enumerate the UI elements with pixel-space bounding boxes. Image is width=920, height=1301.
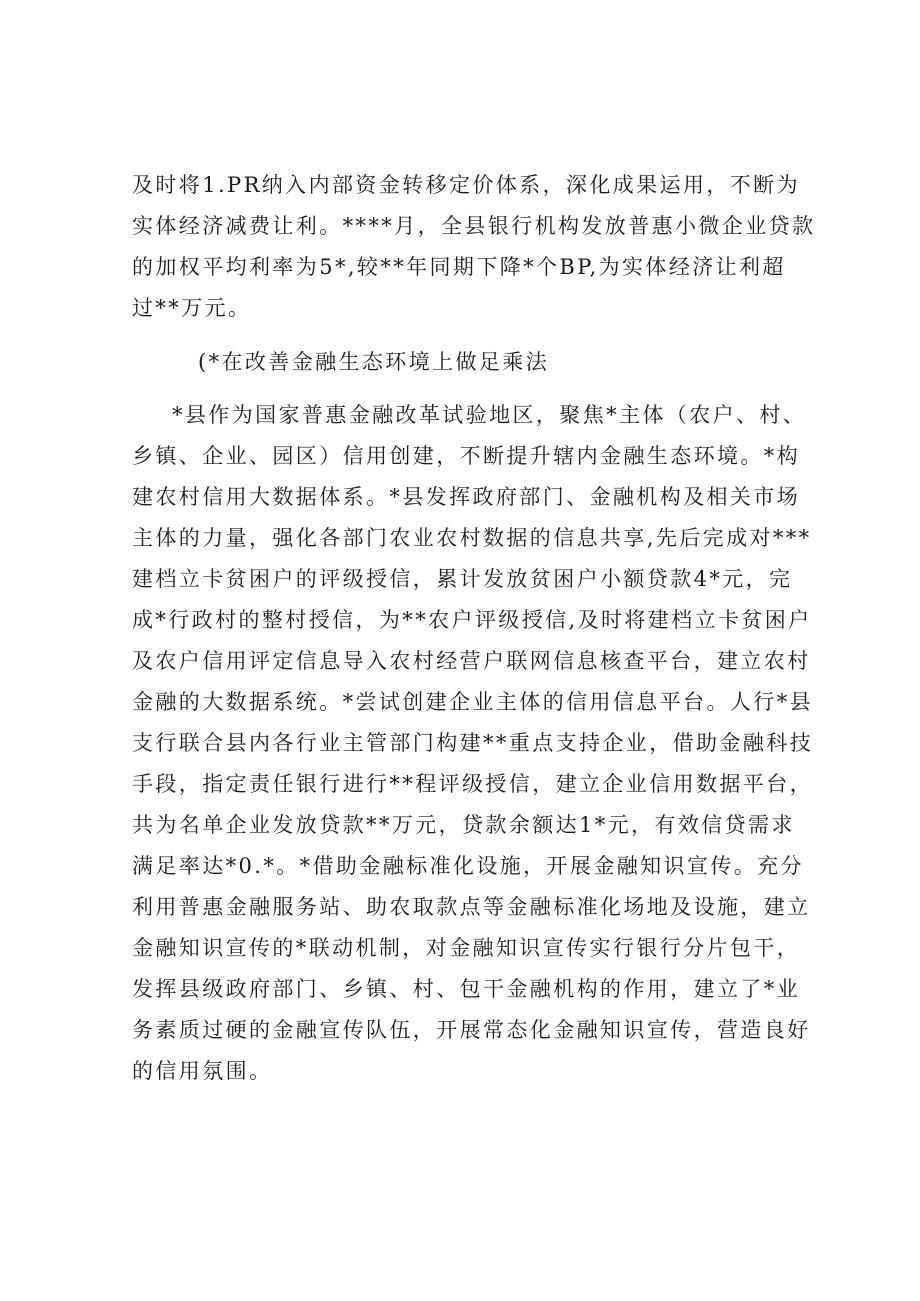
paragraph-line: 建档立卡贫困户的评级授信，累计发放贫困户小额贷款4*元，完	[132, 567, 793, 591]
paragraph-line: 支行联合县内各行业主管部门构建**重点支持企业，借助金融科技	[132, 731, 813, 755]
paragraph-line: 成*行政村的整村授信，为**农户评级授信,及时将建档立卡贫困户	[132, 608, 812, 632]
paragraph-line: 乡镇、企业、园区）信用创建，不断提升辖内金融生态环境。*构	[132, 444, 801, 468]
paragraph-interest-rate	[132, 165, 816, 329]
paragraph-line: 手段，指定责任银行进行**程评级授信，建立企业信用数据平台，	[132, 772, 813, 796]
section-heading-text: (*在改善金融生态环境上做足乘法	[198, 350, 550, 374]
section-heading	[198, 342, 864, 383]
paragraph-line: 利用普惠金融服务站、助农取款点等金融标准化场地及设施，建立	[132, 895, 811, 919]
paragraph-line: 建农村信用大数据体系。*县发挥政府部门、金融机构及相关市场	[132, 485, 801, 509]
paragraph-line: *县作为国家普惠金融改革试验地区，聚焦*主体（农户、村、	[172, 403, 807, 427]
paragraph-line: 共为名单企业发放贷款**万元，贷款余额达1*元，有效信贷需求	[132, 813, 795, 837]
paragraph-line: 满足率达*0.*。*借助金融标准化设施，开展金融知识宣传。充分	[132, 854, 804, 878]
paragraph-line: 的加权平均利率为5*,较**年同期下降*个BP,为实体经济让利超	[132, 255, 786, 279]
paragraph-line: 金融知识宣传的*联动机制，对金融知识宣传实行银行分片包干，	[132, 936, 801, 960]
paragraph-line: 务素质过硬的金融宣传队伍，开展常态化金融知识宣传，营造良好	[132, 1018, 811, 1042]
paragraph-line: 过**万元。	[132, 296, 252, 320]
paragraph-line: 金融的大数据系统。*尝试创建企业主体的信用信息平台。人行*县	[132, 690, 813, 714]
paragraph-financial-ecology	[132, 395, 813, 1092]
paragraph-line: 主体的力量，强化各部门农业农村数据的信息共享,先后完成对***	[132, 526, 812, 550]
paragraph-line: 发挥县级政府部门、乡镇、村、包干金融机构的作用，建立了*业	[132, 977, 801, 1001]
paragraph-line: 及农户信用评定信息导入农村经营户联网信息核查平台，建立农村	[132, 649, 811, 673]
paragraph-line: 的信用氛围。	[132, 1059, 273, 1083]
paragraph-line: 及时将1.PR纳入内部资金转移定价体系，深化成果运用，不断为	[132, 173, 800, 197]
paragraph-line: 实体经济减费让利。****月，全县银行机构发放普惠小微企业贷款	[132, 214, 816, 238]
